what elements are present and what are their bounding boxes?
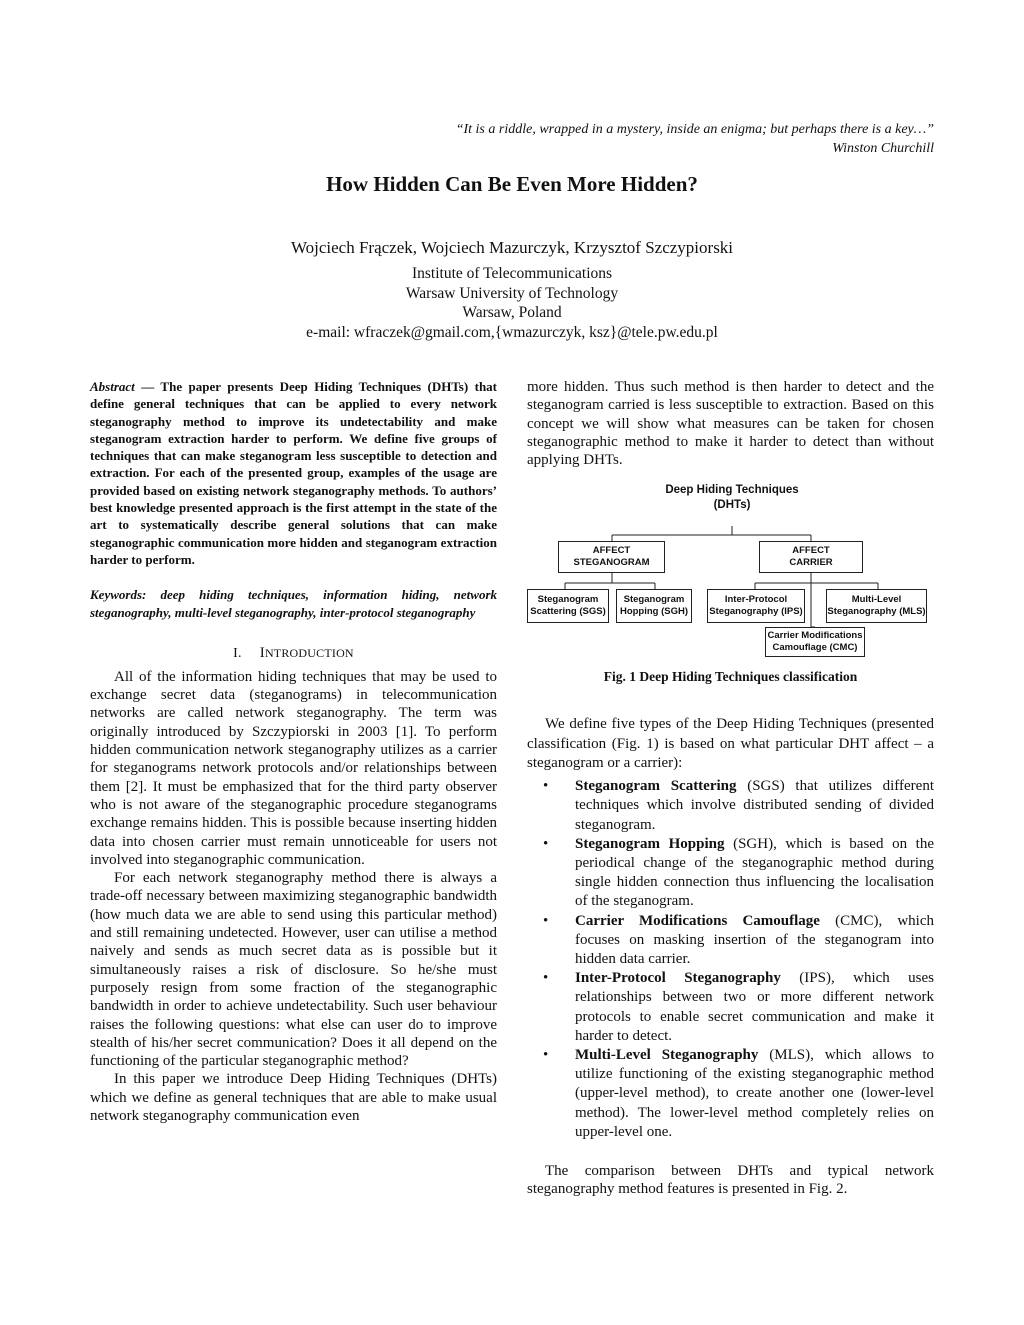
sgh-line2: Hopping (SGH) xyxy=(619,606,689,618)
ips-line2: Steganography (IPS) xyxy=(709,606,803,618)
right-column xyxy=(527,378,934,1199)
epigraph-quote: “It is a riddle, wrapped in a mystery, inside an enigma; but perhaps there is a key…” xyxy=(455,122,934,137)
affect-steganogram-line2: STEGANOGRAM xyxy=(573,557,650,569)
sgs-line1: Steganogram xyxy=(537,594,599,606)
list-item-term: Steganogram Hopping xyxy=(575,835,725,852)
abstract-label: Abstract xyxy=(90,379,135,394)
mls-node xyxy=(826,589,927,623)
affect-carrier-line2: CARRIER xyxy=(789,557,833,569)
list-item-term: Carrier Modifications Camouflage xyxy=(575,912,820,929)
list-item-term: Multi-Level Steganography xyxy=(575,1046,759,1063)
ips-node xyxy=(707,589,805,623)
abstract-text: The paper presents Deep Hiding Techniques (DHTs) that define general techniques that can be applied to every network steganography method to improve its undetectability and make steganogram extraction harder to perform. We define five groups of techniques that can make steganogram less susceptible to detection and extraction. For each of the presented group, examples of the usage are provided based on existing network steganography methods. To authors’ best knowledge presented approach is the first attempt in the state of the art to systematically describe general solutions that can make steganographic communication more hidden and steganogram extraction harder to perform. xyxy=(90,379,497,567)
keywords: Keywords: deep hiding techniques, information hiding, network steganography, multi-level steganography, inter-protocol steganography xyxy=(90,587,497,620)
author-list: Wojciech Frączek, Wojciech Mazurczyk, Krzysztof Szczypiorski xyxy=(290,238,734,257)
list-item-text: (SGH), which is based on the periodical change of the steganographic method during single hidden connection thus influencing the localisation of the steganogram. xyxy=(575,835,934,910)
sgh-node xyxy=(616,589,692,623)
affect-carrier-line1: AFFECT xyxy=(792,545,830,557)
epigraph xyxy=(234,120,934,158)
affect-steganogram-line1: AFFECT xyxy=(592,545,631,557)
diagram-root-line1: Deep Hiding Techniques xyxy=(665,484,799,497)
diagram-root-line2: (DHTs) xyxy=(713,499,751,512)
epigraph-author: Winston Churchill xyxy=(832,141,934,156)
comparison-paragraph: The comparison between DHTs and typical network steganography method features is presented in Fig. 2. xyxy=(527,1162,934,1198)
affiliation-institute: Institute of Telecommunications xyxy=(411,265,613,282)
intro-paragraph-2: For each network steganography method there is always a trade-off necessary between maximizing steganographic bandwidth (how much data we are able to send using this particular method) and still remaining undetected. However, user can utilise a method naively and sends as much secret data as is possible but it simultaneously raises a risk of disclosure. So he/she must purposely resign from some fraction of the steganographic bandwidth in order to achieve undetectability. Such user behaviour raises the following questions: what else can user do to improve stealth of his/her secret communication? Does it all depend on the functioning of the particular steganographic method? xyxy=(90,870,497,1070)
bullet-marker: • xyxy=(543,835,549,852)
sgs-node xyxy=(527,589,609,623)
list-item xyxy=(527,835,934,912)
list-item xyxy=(527,1046,934,1142)
list-item xyxy=(527,912,934,970)
list-item xyxy=(527,777,934,835)
section-number: I. xyxy=(233,645,242,661)
intro-paragraph-3: In this paper we introduce Deep Hiding Techniques (DHTs) which we define as general techniques that are able to make usual network steganography communication even xyxy=(90,1071,497,1124)
list-item-term: Inter-Protocol Steganography xyxy=(575,970,781,987)
list-item-text: (MLS), which allows to utilize functioning of the existing steganographic method (upper-level method), to create another one (lower-level method). The lower-level method completely relies on upper-level one. xyxy=(575,1046,934,1140)
affect-carrier-node xyxy=(759,541,863,573)
paper-title: How Hidden Can Be Even More Hidden? xyxy=(326,172,698,196)
mls-line1: Multi-Level xyxy=(851,594,902,606)
section-title-initial: I xyxy=(259,644,265,661)
bullet-marker: • xyxy=(543,778,549,795)
affect-steganogram-node xyxy=(558,541,665,573)
bullet-marker: • xyxy=(543,1046,549,1063)
left-column xyxy=(90,378,497,1125)
diagram-root xyxy=(632,483,832,513)
list-item-text: (SGS) that utilizes different techniques which involve distributed sending of divided steganogram. xyxy=(575,778,935,833)
affiliation xyxy=(0,264,1024,342)
section-heading-introduction xyxy=(90,645,497,662)
mls-line2: Steganography (MLS) xyxy=(827,606,926,618)
ips-line1: Inter-Protocol xyxy=(724,594,788,606)
list-item-term: Steganogram Scattering xyxy=(575,778,737,795)
intro-continuation: more hidden. Thus such method is then harder to detect and the steganogram carried is less susceptible to extraction. Based on this concept we will show what measures can be taken for chosen steganographic method to make it harder to detect than without applying DHTs. xyxy=(527,379,934,469)
cmc-line1: Carrier Modifications xyxy=(767,630,863,642)
bullet-marker: • xyxy=(543,912,549,929)
list-item-text: (CMC), which focuses on masking insertion of the steganogram into hidden data carrier. xyxy=(575,912,934,967)
affiliation-university: Warsaw University of Technology xyxy=(405,284,619,302)
dht-classification-figure xyxy=(527,483,934,745)
cmc-node xyxy=(765,627,865,657)
dht-types-list xyxy=(527,777,934,1142)
section-title-rest: NTRODUCTION xyxy=(264,645,354,660)
affiliation-location: Warsaw, Poland xyxy=(462,304,562,321)
list-item-text: (IPS), which uses relationships between two or more different network protocols to enable secret communication and make it harder to detect. xyxy=(575,970,934,1044)
affiliation-email: e-mail: wfraczek@gmail.com,{wmazurczyk, ksz}@tele.pw.edu.pl xyxy=(306,323,718,341)
list-item xyxy=(527,969,934,1046)
bullet-marker: • xyxy=(543,970,549,987)
abstract-dash: — xyxy=(134,379,161,394)
sgs-line2: Scattering (SGS) xyxy=(530,606,606,618)
sgh-line1: Steganogram xyxy=(623,594,685,606)
cmc-line2: Camouflage (CMC) xyxy=(772,642,858,654)
intro-paragraph-1: All of the information hiding techniques that may be used to exchange secret data (steganograms) in telecommunication networks are called network steganography. The term was originally introduced by Szczypiorski in 2003 [1]. To perform hidden communication network steganography utilizes as a carrier for steganograms network protocols and/or relationships between them [2]. It must be emphasized that for the third party observer who is not aware of the steganographic procedure steganograms exchange remains hidden. This is possible because inserting hidden data into chosen carrier must remain unnoticeable for users not involved into steganographic communication. xyxy=(90,668,497,868)
dht-types-intro: We define five types of the Deep Hiding Techniques (presented classification (Fig. 1) is based on what particular DHT affect – a steganogram or a carrier): xyxy=(527,716,934,771)
abstract xyxy=(90,378,497,568)
figure-caption: Fig. 1 Deep Hiding Techniques classification xyxy=(603,669,858,685)
